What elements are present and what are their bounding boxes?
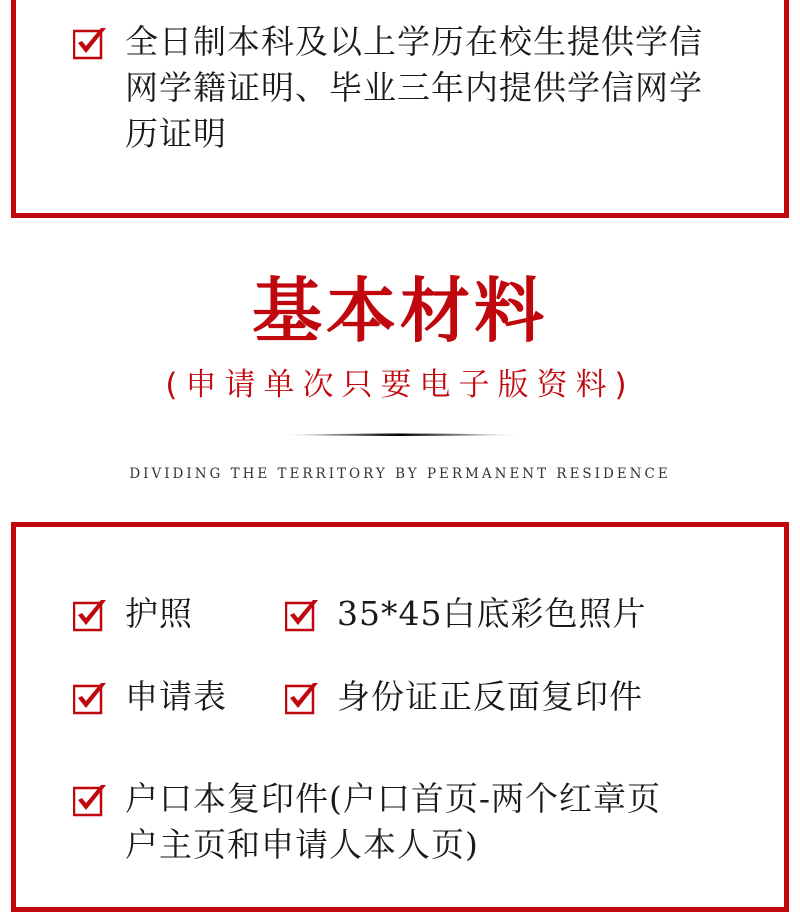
item-text: 35*45白底彩色照片	[337, 594, 647, 633]
item-text: 全日制本科及以上学历在校生提供学信 网学籍证明、毕业三年内提供学信网学 历证明	[125, 22, 703, 153]
checkmark-icon	[73, 598, 107, 632]
checkmark-icon	[285, 681, 319, 715]
english-caption: DIVIDING THE TERRITORY BY PERMANENT RESIDENCE	[129, 466, 671, 482]
section-subtitle: (申请单次只要电子版资料)	[165, 367, 635, 403]
item-text: 护照	[125, 594, 193, 633]
checkmark-icon	[285, 598, 319, 632]
section-title: 基本材料	[252, 269, 548, 352]
list-item	[73, 677, 227, 720]
checkmark-icon	[73, 26, 107, 60]
checkmark-icon	[73, 681, 107, 715]
list-item	[285, 677, 643, 720]
item-text: 身份证正反面复印件	[337, 677, 643, 716]
divider	[280, 430, 520, 440]
checkmark-icon	[73, 783, 107, 817]
list-item	[73, 594, 193, 637]
list-item	[73, 22, 703, 157]
list-item	[73, 779, 662, 868]
item-text: 申请表	[125, 677, 227, 716]
list-item	[285, 594, 647, 637]
item-text: 户口本复印件(户口首页-两个红章页 户主页和申请人本人页)	[125, 779, 662, 864]
